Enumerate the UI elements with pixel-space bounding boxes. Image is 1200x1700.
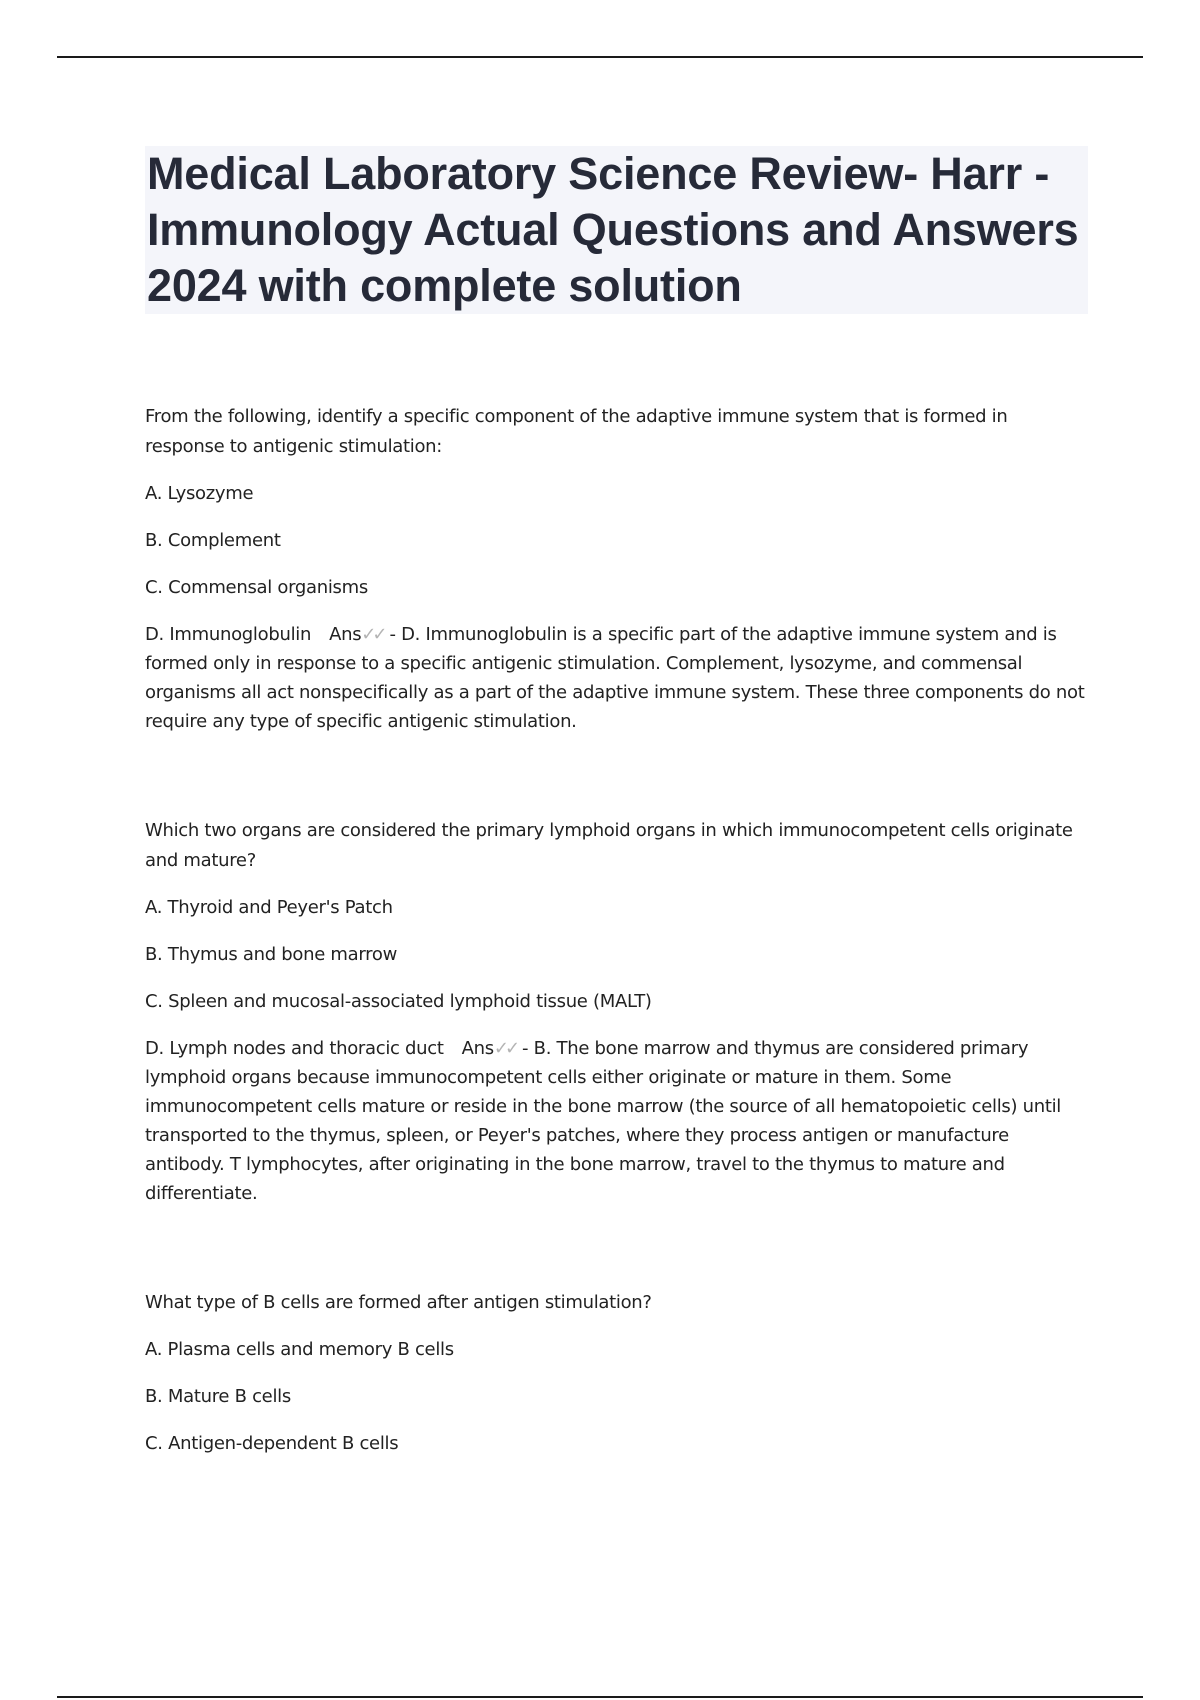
document-title: Medical Laboratory Science Review- Harr - Immunology Actual Questions and Answers 2024 with complete solution — [147, 148, 1079, 311]
question-text: Which two organs are considered the primary lymphoid organs in which immunocompetent cells originate and mature? — [145, 820, 1073, 871]
answer-text: - D. Immunoglobulin is a specific part of the adaptive immune system and is formed only in response to a specific antigenic stimulation. Complement, lysozyme, and commensal organisms all act nonspecifically as a part of the adaptive immune system. These three components do not require any type of specific antigenic stimulation. — [145, 624, 1085, 732]
question-block-2 — [145, 816, 1085, 1208]
footer-rule — [57, 1696, 1143, 1698]
answer-option: B. Mature B cells — [145, 1386, 291, 1407]
answer-explanation — [145, 1034, 1085, 1208]
ans-label: Ans — [461, 1038, 494, 1059]
answer-option: C. Antigen-dependent B cells — [145, 1433, 399, 1454]
answer-option: A. Plasma cells and memory B cells — [145, 1339, 454, 1360]
check-icon: ✓✓ — [361, 624, 384, 645]
header-rule — [57, 56, 1143, 58]
answer-explanation — [145, 620, 1085, 736]
answer-text: - B. The bone marrow and thymus are considered primary lymphoid organs because immunocompetent cells either originate or mature in them. Some immunocompetent cells mature or reside in the bone marrow (the source of all hematopoietic cells) until transported to the thymus, spleen, or Peyer's patches, where they process antigen or manufacture antibody. T lymphocytes, after originating in the bone marrow, travel to the thymus to mature and differentiate. — [145, 1038, 1062, 1204]
question-block-1 — [145, 402, 1085, 736]
check-icon: ✓✓ — [493, 1038, 517, 1059]
answer-option: D. Immunoglobulin — [145, 624, 312, 645]
question-text: What type of B cells are formed after antigen stimulation? — [145, 1292, 652, 1313]
answer-option: A. Thyroid and Peyer's Patch — [145, 897, 393, 918]
answer-option: C. Spleen and mucosal-associated lymphoid tissue (MALT) — [145, 991, 652, 1012]
answer-option: B. Thymus and bone marrow — [145, 944, 398, 965]
ans-label: Ans — [329, 624, 362, 645]
document-body — [145, 402, 1085, 1539]
question-block-3 — [145, 1288, 1085, 1459]
question-text: From the following, identify a specific component of the adaptive immune system that is formed in response to antigenic stimulation: — [145, 406, 1008, 457]
answer-option: B. Complement — [145, 530, 281, 551]
answer-option: C. Commensal organisms — [145, 577, 368, 598]
answer-option: A. Lysozyme — [145, 483, 254, 504]
answer-option: D. Lymph nodes and thoracic duct — [145, 1038, 444, 1059]
